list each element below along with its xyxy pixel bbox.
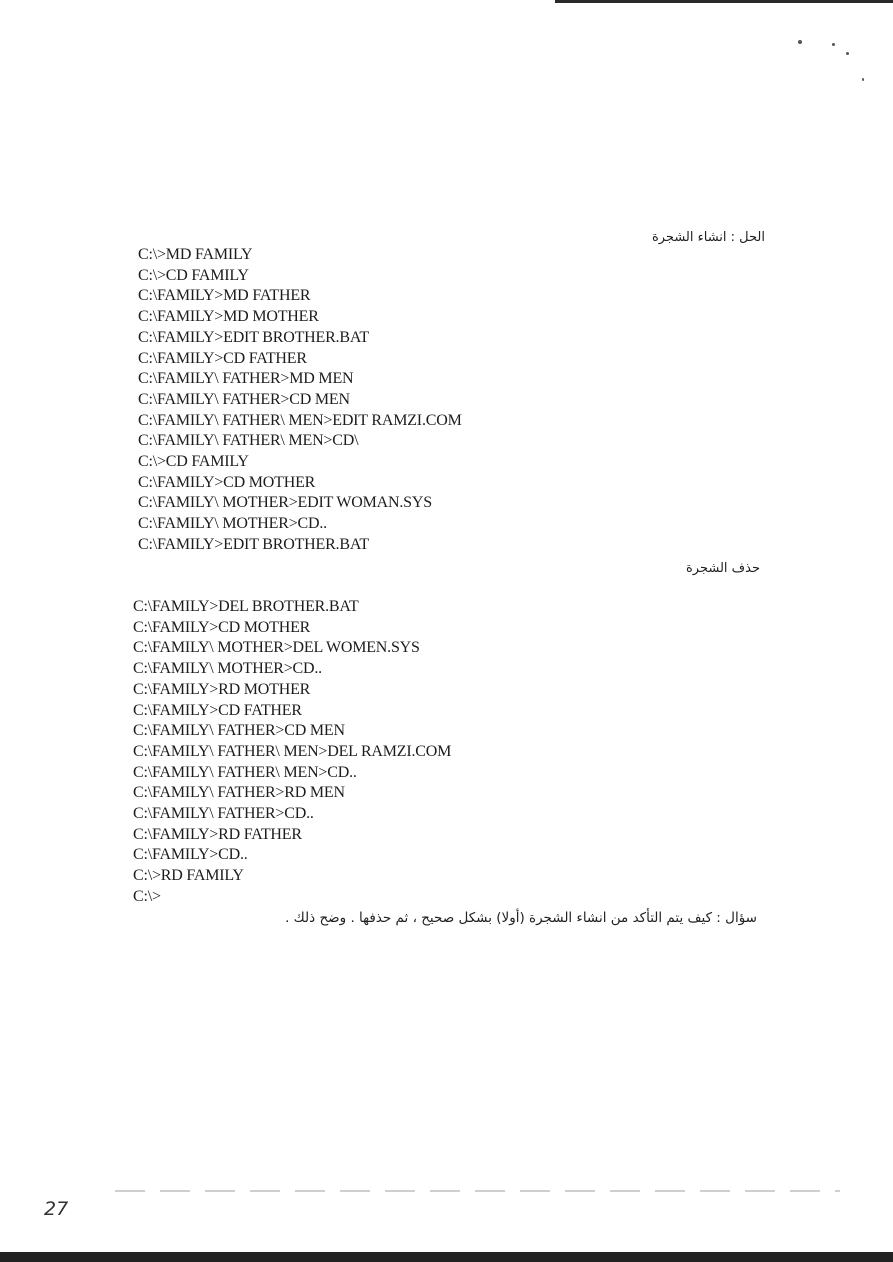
command-line: C:\FAMILY\ FATHER>CD MEN [138, 390, 350, 408]
command-line: C:\FAMILY>DEL BROTHER.BAT [133, 598, 359, 615]
command-line: C:\FAMILY\ FATHER>MD MEN [138, 370, 354, 388]
command-line: C:\FAMILY>CD FATHER [138, 349, 307, 367]
command-line: C:\FAMILY>CD MOTHER [138, 473, 316, 491]
question-text: سؤال : كيف يتم التأكد من انشاء الشجرة (أولا) بشكل صحيح ، ثم حذفها . وضح ذلك . [285, 910, 757, 926]
command-line: C:\FAMILY\ FATHER>CD MEN [133, 722, 345, 740]
command-line: C:\> [133, 887, 161, 905]
command-line: C:\FAMILY\ FATHER>RD MEN [133, 784, 345, 802]
footer-scan-line [115, 1190, 840, 1192]
command-line: C:\>CD FAMILY [138, 266, 249, 284]
command-line: C:\>CD FAMILY [138, 453, 249, 470]
bottom-scan-edge [0, 1252, 893, 1262]
command-line: C:\FAMILY\ FATHER>CD.. [133, 805, 314, 822]
scan-speck [862, 78, 864, 81]
creation-heading: الحل : انشاء الشجرة [651, 230, 765, 245]
command-line: C:\FAMILY\ FATHER\ MEN>CD\ [138, 432, 359, 450]
command-line: C:\FAMILY>EDIT BROTHER.BAT [138, 328, 369, 346]
command-line: C:\FAMILY>EDIT BROTHER.BAT [138, 535, 369, 553]
command-line: C:\FAMILY\ MOTHER>CD.. [138, 515, 327, 533]
top-edge-rule [555, 0, 893, 3]
command-line: C:\FAMILY\ MOTHER>DEL WOMEN.SYS [133, 639, 420, 657]
scan-speck [798, 40, 802, 44]
command-line: C:\FAMILY>CD.. [133, 846, 248, 864]
command-line: C:\>RD FAMILY [133, 867, 244, 885]
command-line: C:\FAMILY>CD MOTHER [133, 618, 311, 636]
command-line: C:\FAMILY>RD MOTHER [133, 680, 311, 698]
command-line: C:\>MD FAMILY [138, 246, 253, 263]
command-line: C:\FAMILY>CD FATHER [133, 701, 302, 719]
deletion-heading: حذف الشجرة [685, 561, 760, 576]
command-line: C:\FAMILY\ FATHER\ MEN>EDIT RAMZI.COM [138, 411, 462, 429]
command-line: C:\FAMILY>RD FATHER [133, 825, 302, 843]
page-number: 27 [44, 1198, 69, 1220]
command-line: C:\FAMILY\ MOTHER>EDIT WOMAN.SYS [138, 494, 432, 512]
command-line: C:\FAMILY\ FATHER\ MEN>DEL RAMZI.COM [133, 742, 452, 760]
command-line: C:\FAMILY>MD MOTHER [138, 308, 319, 326]
scan-speck [832, 43, 835, 46]
command-line: C:\FAMILY\ MOTHER>CD.. [133, 660, 322, 678]
command-line: C:\FAMILY\ FATHER\ MEN>CD.. [133, 763, 357, 781]
command-line: C:\FAMILY>MD FATHER [138, 287, 311, 305]
scan-speck [846, 52, 849, 55]
